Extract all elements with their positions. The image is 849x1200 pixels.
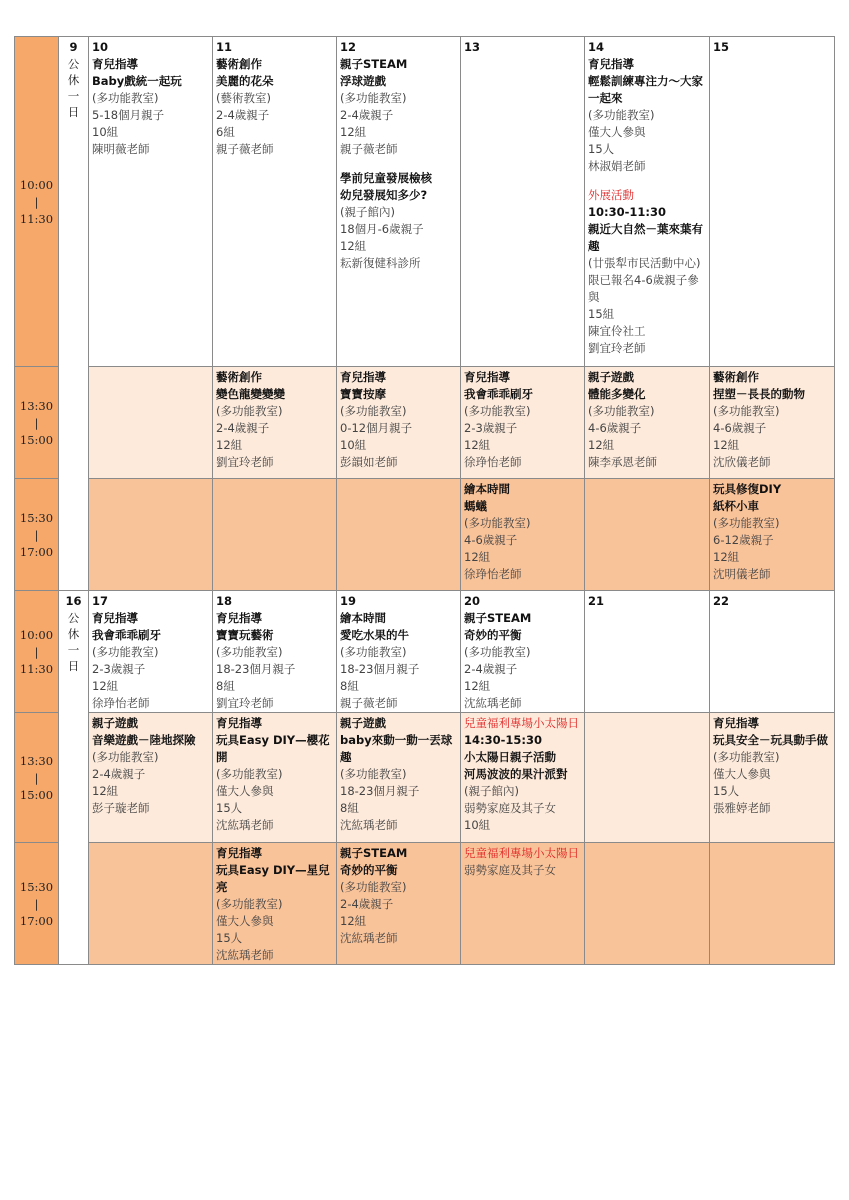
day-number: 10 <box>92 40 109 54</box>
activity-text: (多功能教室) <box>713 750 780 764</box>
activity-cell <box>461 479 585 591</box>
activity-cell <box>89 713 213 843</box>
activity-cell <box>89 479 213 591</box>
activity-text: 親子STEAM <box>464 611 532 625</box>
activity-text: 15組 <box>588 307 615 321</box>
activity-text: 親子薇老師 <box>216 142 274 156</box>
activity-text: 繪本時間 <box>464 482 510 496</box>
day-number: 19 <box>340 594 357 608</box>
activity-text: 18個月-6歲親子 <box>340 222 424 236</box>
activity-text: 僅大人參與 <box>216 784 274 798</box>
schedule-row <box>15 367 835 479</box>
activity-cell <box>213 367 337 479</box>
activity-text: 劉宜玲老師 <box>216 455 274 469</box>
activity-cell <box>461 713 585 843</box>
activity-text: baby來動一動一丟球趣 <box>340 733 453 764</box>
activity-text: 螞蟻 <box>464 499 487 513</box>
activity-text: 沈紘瑀老師 <box>340 818 398 832</box>
activity-text: 親子STEAM <box>340 57 408 71</box>
activity-text: 育兒指導 <box>216 611 262 625</box>
activity-text: 音樂遊戲－陸地探險 <box>92 733 196 747</box>
day-number: 18 <box>216 594 233 608</box>
activity-text: 耘新復健科診所 <box>340 256 421 270</box>
time-label: 13:30 <box>19 399 54 413</box>
activity-text: (多功能教室) <box>216 404 283 418</box>
activity-text: 育兒指導 <box>92 611 138 625</box>
activity-text: (廿張犁市民活動中心) <box>588 256 701 270</box>
activity-cell <box>710 479 835 591</box>
activity-text: 育兒指導 <box>340 370 386 384</box>
activity-cell <box>461 37 585 367</box>
activity-text: 藝術創作 <box>216 57 262 71</box>
day-number: 15 <box>713 40 730 54</box>
activity-text: 美麗的花朵 <box>216 74 274 88</box>
activity-text: 育兒指導 <box>713 716 759 730</box>
activity-cell <box>461 591 585 713</box>
time-slot <box>15 843 59 965</box>
day-number: 20 <box>464 594 481 608</box>
activity-text: Baby戲統一起玩 <box>92 74 182 88</box>
activity-cell <box>710 367 835 479</box>
activity-cell <box>337 37 461 367</box>
activity-text: 兒童福利專場小太陽日 <box>464 846 579 860</box>
activity-cell <box>461 843 585 965</box>
activity-text: 劉宜玲老師 <box>216 696 274 710</box>
activity-text: 學前兒童發展檢核 <box>340 171 432 185</box>
activity-text: (多功能教室) <box>464 516 531 530</box>
activity-cell <box>585 713 710 843</box>
activity-text: 陳明薇老師 <box>92 142 150 156</box>
activity-text: (藝術教室) <box>216 91 271 105</box>
time-label: 10:00 <box>19 628 54 642</box>
time-label: 11:30 <box>19 662 54 676</box>
activity-text: (多功能教室) <box>92 645 159 659</box>
spacer <box>340 158 457 170</box>
activity-text: 徐琤怡老師 <box>464 455 522 469</box>
activity-text: 2-4歲親子 <box>216 108 270 122</box>
activity-text: 僅大人參與 <box>588 125 646 139</box>
activity-cell <box>89 591 213 713</box>
day-number: 9 <box>69 40 78 54</box>
activity-text: 變色龍變變變 <box>216 387 285 401</box>
activity-text: 15人 <box>713 784 740 798</box>
activity-text: 12組 <box>464 679 491 693</box>
activity-text: 徐琤怡老師 <box>92 696 150 710</box>
activity-text: (多功能教室) <box>464 404 531 418</box>
activity-text: 12組 <box>92 784 119 798</box>
time-label: 17:00 <box>19 914 54 928</box>
activity-cell <box>585 367 710 479</box>
activity-text: 兒童福利專場小太陽日 <box>464 716 579 730</box>
activity-text: (多功能教室) <box>92 750 159 764</box>
activity-cell <box>337 367 461 479</box>
activity-text: 玩具Easy DIY—櫻花開 <box>216 733 330 764</box>
activity-text: 6組 <box>216 125 235 139</box>
activity-text: 12組 <box>713 550 740 564</box>
activity-text: 0-12個月親子 <box>340 421 413 435</box>
activity-text: 徐琤怡老師 <box>464 567 522 581</box>
activity-text: (多功能教室) <box>340 404 407 418</box>
activity-text: 8組 <box>340 801 359 815</box>
schedule-row <box>15 843 835 965</box>
day-number: 22 <box>713 594 730 608</box>
activity-text: 玩具修復DIY <box>713 482 782 496</box>
activity-text: 寶寶玩藝術 <box>216 628 274 642</box>
activity-text: 育兒指導 <box>464 370 510 384</box>
activity-text: (多功能教室) <box>340 767 407 781</box>
activity-text: (多功能教室) <box>340 645 407 659</box>
time-label: 10:00 <box>19 178 54 192</box>
activity-text: (多功能教室) <box>216 767 283 781</box>
activity-text: 8組 <box>340 679 359 693</box>
activity-text: 奇妙的平衡 <box>464 628 522 642</box>
activity-text: 藝術創作 <box>713 370 759 384</box>
time-slot <box>15 713 59 843</box>
activity-text: 10組 <box>464 818 491 832</box>
activity-text: 我會乖乖刷牙 <box>92 628 161 642</box>
schedule-row <box>15 37 835 367</box>
activity-text: 我會乖乖刷牙 <box>464 387 533 401</box>
activity-text: 親子遊戲 <box>340 716 386 730</box>
activity-text: 捏塑－長長的動物 <box>713 387 805 401</box>
activity-text: 12組 <box>588 438 615 452</box>
activity-text: 2-4歲親子 <box>464 662 518 676</box>
activity-cell <box>710 843 835 965</box>
activity-text: 10組 <box>92 125 119 139</box>
activity-cell <box>213 713 337 843</box>
activity-cell <box>585 479 710 591</box>
activity-text: (多功能教室) <box>713 404 780 418</box>
activity-text: 紙杯小車 <box>713 499 759 513</box>
activity-text: 2-4歲親子 <box>92 767 146 781</box>
activity-text: 2-4歲親子 <box>216 421 270 435</box>
activity-text: 彭韻如老師 <box>340 455 398 469</box>
activity-cell <box>710 591 835 713</box>
activity-text: 林淑娟老師 <box>588 159 646 173</box>
time-slot <box>15 37 59 367</box>
activity-text: 浮球遊戲 <box>340 74 386 88</box>
activity-text: 繪本時間 <box>340 611 386 625</box>
spacer <box>588 175 706 187</box>
activity-text: 4-6歲親子 <box>464 533 518 547</box>
activity-text: 張雅婷老師 <box>713 801 771 815</box>
activity-text: (多功能教室) <box>713 516 780 530</box>
activity-text: 12組 <box>340 125 367 139</box>
activity-text: 限已報名4-6歲親子參與 <box>588 273 699 304</box>
activity-cell <box>337 479 461 591</box>
activity-text: (多功能教室) <box>216 645 283 659</box>
activity-text: 輕鬆訓練專注力～大家一起來 <box>588 74 703 105</box>
activity-cell <box>213 37 337 367</box>
activity-text: 沈紘瑀老師 <box>464 696 522 710</box>
activity-text: 親子遊戲 <box>588 370 634 384</box>
activity-cell <box>89 37 213 367</box>
activity-text: 親子薇老師 <box>340 696 398 710</box>
activity-text: 玩具Easy DIY—星兒亮 <box>216 863 330 894</box>
activity-text: 4-6歲親子 <box>588 421 642 435</box>
activity-text: 18-23個月親子 <box>216 662 296 676</box>
closed-label: 公休一日 <box>67 57 80 119</box>
activity-text: 僅大人參與 <box>216 914 274 928</box>
activity-text: (親子館內) <box>464 784 519 798</box>
activity-text: 8組 <box>216 679 235 693</box>
activity-text: 陳李承恩老師 <box>588 455 657 469</box>
activity-cell <box>89 367 213 479</box>
time-slot <box>15 479 59 591</box>
activity-text: 2-4歲親子 <box>340 108 394 122</box>
time-label: 13:30 <box>19 754 54 768</box>
closed-day-cell <box>59 37 89 591</box>
activity-text: 幼兒發展知多少? <box>340 188 428 202</box>
activity-text: 外展活動 <box>588 188 634 202</box>
activity-text: 6-12歲親子 <box>713 533 774 547</box>
activity-cell <box>585 843 710 965</box>
activity-text: 沈明儀老師 <box>713 567 771 581</box>
schedule-row <box>15 591 835 713</box>
activity-cell <box>337 713 461 843</box>
time-label: 15:00 <box>19 788 54 802</box>
activity-text: 2-4歲親子 <box>340 897 394 911</box>
activity-cell <box>710 37 835 367</box>
time-label: 15:00 <box>19 433 54 447</box>
activity-text: 2-3歲親子 <box>464 421 518 435</box>
activity-text: 愛吃水果的牛 <box>340 628 409 642</box>
activity-cell <box>213 591 337 713</box>
day-number: 12 <box>340 40 357 54</box>
activity-text: 劉宜玲老師 <box>588 341 646 355</box>
activity-text: 藝術創作 <box>216 370 262 384</box>
activity-text: (多功能教室) <box>92 91 159 105</box>
activity-text: 陳宜伶社工 <box>588 324 646 338</box>
activity-text: 寶寶按摩 <box>340 387 386 401</box>
activity-text: 小太陽日親子活動 <box>464 750 556 764</box>
schedule-row <box>15 713 835 843</box>
activity-text: 14:30-15:30 <box>464 733 542 747</box>
activity-text: 5-18個月親子 <box>92 108 165 122</box>
schedule-table <box>14 36 835 965</box>
day-number: 21 <box>588 594 605 608</box>
activity-text: 10:30-11:30 <box>588 205 666 219</box>
activity-text: 4-6歲親子 <box>713 421 767 435</box>
day-number: 17 <box>92 594 109 608</box>
schedule-row <box>15 479 835 591</box>
activity-text: 2-3歲親子 <box>92 662 146 676</box>
activity-text: 弱勢家庭及其子女 <box>464 863 556 877</box>
activity-text: 育兒指導 <box>216 846 262 860</box>
activity-cell <box>461 367 585 479</box>
activity-text: (多功能教室) <box>464 645 531 659</box>
activity-text: 10組 <box>340 438 367 452</box>
time-label: 15:30 <box>19 511 54 525</box>
activity-cell <box>213 479 337 591</box>
day-number: 16 <box>65 594 82 608</box>
time-label: | <box>34 771 39 785</box>
closed-day-cell <box>59 591 89 965</box>
activity-text: 18-23個月親子 <box>340 662 420 676</box>
activity-text: 15人 <box>216 801 243 815</box>
activity-text: 12組 <box>216 438 243 452</box>
activity-text: 沈紘瑀老師 <box>216 948 274 962</box>
activity-text: 12組 <box>464 550 491 564</box>
time-label: | <box>34 416 39 430</box>
activity-text: 18-23個月親子 <box>340 784 420 798</box>
activity-text: 沈紘瑀老師 <box>216 818 274 832</box>
activity-cell <box>337 843 461 965</box>
activity-text: 彭子璇老師 <box>92 801 150 815</box>
activity-text: 親子STEAM <box>340 846 408 860</box>
activity-text: 奇妙的平衡 <box>340 863 398 877</box>
activity-text: 親子遊戲 <box>92 716 138 730</box>
activity-cell <box>585 37 710 367</box>
activity-text: 沈紘瑀老師 <box>340 931 398 945</box>
day-number: 13 <box>464 40 481 54</box>
activity-text: (多功能教室) <box>588 108 655 122</box>
activity-text: 12組 <box>713 438 740 452</box>
day-number: 14 <box>588 40 605 54</box>
activity-text: 12組 <box>340 239 367 253</box>
time-label: 15:30 <box>19 880 54 894</box>
activity-cell <box>710 713 835 843</box>
day-number: 11 <box>216 40 233 54</box>
activity-text: 弱勢家庭及其子女 <box>464 801 556 815</box>
activity-cell <box>585 591 710 713</box>
activity-text: (親子館內) <box>340 205 395 219</box>
activity-text: 沈欣儀老師 <box>713 455 771 469</box>
activity-text: (多功能教室) <box>340 91 407 105</box>
activity-cell <box>213 843 337 965</box>
activity-text: 15人 <box>588 142 615 156</box>
time-label: | <box>34 897 39 911</box>
activity-cell <box>89 843 213 965</box>
activity-text: 僅大人參與 <box>713 767 771 781</box>
activity-text: (多功能教室) <box>216 897 283 911</box>
time-label: 11:30 <box>19 212 54 226</box>
activity-text: (多功能教室) <box>340 880 407 894</box>
activity-text: 育兒指導 <box>92 57 138 71</box>
activity-text: 15人 <box>216 931 243 945</box>
activity-text: 12組 <box>92 679 119 693</box>
time-label: 17:00 <box>19 545 54 559</box>
activity-text: 12組 <box>464 438 491 452</box>
activity-cell <box>337 591 461 713</box>
activity-text: 12組 <box>340 914 367 928</box>
closed-label: 公休一日 <box>67 611 80 673</box>
activity-text: 育兒指導 <box>588 57 634 71</box>
activity-text: 親子薇老師 <box>340 142 398 156</box>
activity-text: 育兒指導 <box>216 716 262 730</box>
time-slot <box>15 591 59 713</box>
activity-text: 親近大自然－葉來葉有趣 <box>588 222 703 253</box>
activity-text: 玩具安全－玩具動手做 <box>713 733 828 747</box>
time-label: | <box>34 195 39 209</box>
activity-text: (多功能教室) <box>588 404 655 418</box>
time-label: | <box>34 528 39 542</box>
time-slot <box>15 367 59 479</box>
time-label: | <box>34 645 39 659</box>
activity-text: 體能多變化 <box>588 387 646 401</box>
activity-text: 河馬波波的果汁派對 <box>464 767 568 781</box>
